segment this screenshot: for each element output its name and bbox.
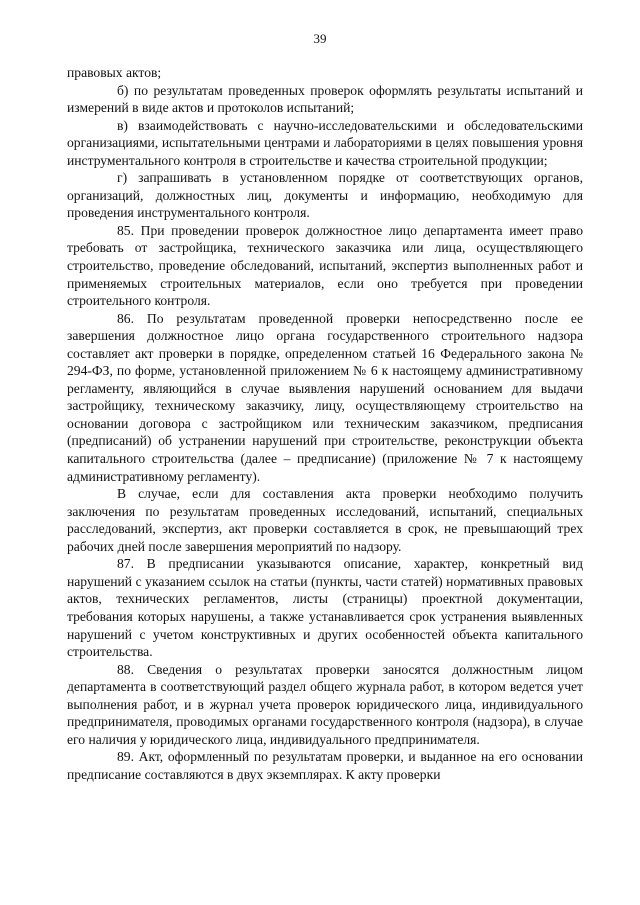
paragraph-87: 87. В предписании указываются описание, характер, конкретный вид нарушений с указанием ссылок на статьи (пункты, части статей) нормативных правовых актов, технических регламентов, листы (страницы) проектной документации, требования которых нарушены, а также устанавливается срок устранения выявленных нарушений с учетом конструктивных и других особенностей объекта капитального строительства. xyxy=(67,556,583,660)
paragraph-86: 86. По результатам проведенной проверки непосредственно после ее завершения должностное лицо органа государственного строительного надзора составляет акт проверки в порядке, определенном статьей 16 Федерального закона № 294-ФЗ, по форме, установленной приложением № 6 к настоящему административному регламенту, являющийся в случае выявления нарушений основанием для выдачи застройщику, техническому заказчику, лицу, осуществляющему строительство на основании договора с застройщиком или техническим заказчиком, предписания (предписаний) об устранении нарушений при строительстве, реконструкции объекта капитального строительства (далее – предписание) (приложение № 7 к настоящему административному регламенту). xyxy=(67,310,583,484)
paragraph-89: 89. Акт, оформленный по результатам проверки, и выданное на его основании предписание составляются в двух экземплярах. К акту проверки xyxy=(67,749,583,782)
paragraph-item-g: г) запрашивать в установленном порядке от соответствующих органов, организаций, должностных лиц, документы и информацию, необходимую для проведения инструментального контроля. xyxy=(67,170,583,221)
paragraph-item-b: б) по результатам проведенных проверок оформлять результаты испытаний и измерений в виде актов и протоколов испытаний; xyxy=(67,82,583,116)
paragraph-88: 88. Сведения о результатах проверки заносятся должностным лицом департамента в соответствующий раздел общего журнала работ, в котором ведется учет выполнения работ, и в журнал учета проверок юридического лица, индивидуального предпринимателя, проводимых органами государственного контроля (надзора), в случае его наличия у юридического лица, индивидуального предпринимателя. xyxy=(67,661,583,747)
paragraph-86-case: В случае, если для составления акта проверки необходимо получить заключения по результатам проведенных исследований, испытаний, специальных расследований, экспертиз, акт проверки составляется в срок, не превышающий трех рабочих дней после завершения мероприятий по надзору. xyxy=(67,486,583,554)
paragraph-continuation: правовых актов; xyxy=(67,65,162,80)
paragraph-85: 85. При проведении проверок должностное лицо департамента имеет право требовать от застройщика, технического заказчика или лица, осуществляющего строительство, проведение обследований, испытаний, экспертиз выполненных работ и применяемых строительных материалов, если оно требуется при проведении строительного контроля. xyxy=(67,222,583,309)
paragraph-item-v: в) взаимодействовать с научно-исследовательскими и обследовательскими организациями, испытательными центрами и лабораториями в целях повышения уровня инструментального контроля в строительстве и качества строительной продукции; xyxy=(67,117,583,168)
page-number: 39 xyxy=(313,31,327,46)
document-body xyxy=(67,64,583,783)
